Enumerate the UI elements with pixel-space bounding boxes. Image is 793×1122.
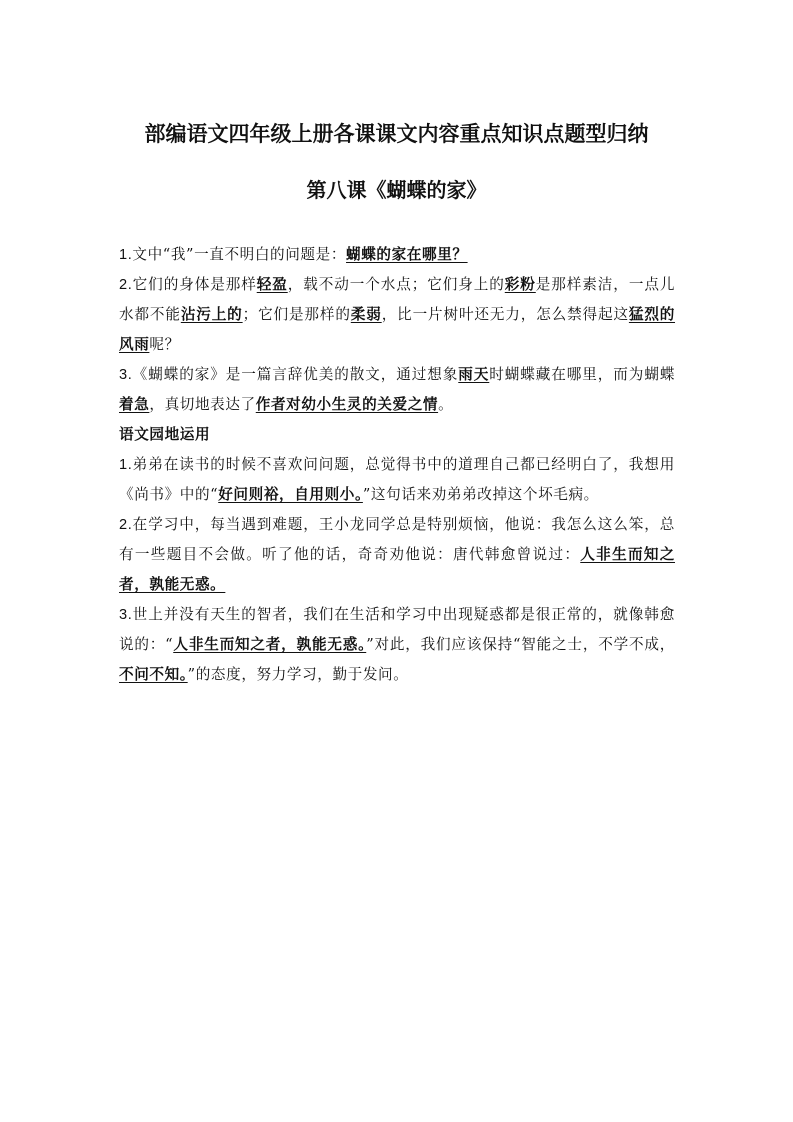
usage-item-1 bbox=[119, 450, 675, 510]
item-number: 3. bbox=[119, 367, 133, 383]
answer-text: 轻盈 bbox=[256, 276, 288, 293]
text-segment: ，比一片树叶还无力，怎么禁得起这 bbox=[381, 306, 629, 323]
lesson-title: 第八课《蝴蝶的家》 bbox=[306, 178, 487, 202]
section-heading: 语文园地运用 bbox=[119, 426, 211, 443]
document-title: 部编语文四年级上册各课课文内容重点知识点题型归纳 bbox=[144, 122, 649, 146]
answer-text: 作者对幼小生灵的关爱之情 bbox=[255, 396, 439, 413]
answer-text: 好问则裕，自用则小。 bbox=[218, 486, 363, 503]
question-item-1 bbox=[119, 240, 675, 270]
text-segment: ，真切地表达了 bbox=[149, 396, 256, 413]
text-segment: ；它们是那样的 bbox=[242, 306, 351, 323]
item-number: 1. bbox=[119, 247, 133, 263]
text-segment: 呢？ bbox=[149, 336, 180, 353]
item-number: 3. bbox=[119, 607, 133, 623]
usage-item-3 bbox=[119, 600, 675, 690]
answer-text: 柔弱 bbox=[350, 306, 382, 323]
text-segment: ”对此，我们应该保持“智能之士，不学不成， bbox=[366, 636, 675, 653]
text-segment: 世上并没有天生的智者，我们在生活和学习中出现疑惑都是很正常的，就像韩愈说的：“ bbox=[119, 606, 675, 653]
text-segment: ”的态度，努力学习，勤于发问。 bbox=[187, 666, 409, 683]
answer-text: 沾污上的 bbox=[180, 306, 243, 323]
text-segment: 它们的身体是那样 bbox=[132, 276, 257, 293]
question-item-2 bbox=[119, 270, 675, 360]
answer-text: 不问不知。 bbox=[119, 666, 188, 683]
text-segment: 时蝴蝶藏在哪里，而为蝴蝶 bbox=[489, 366, 676, 383]
item-number: 2. bbox=[119, 277, 133, 293]
answer-text: 彩粉 bbox=[504, 276, 536, 293]
text-segment: 《蝴蝶的家》是一篇言辞优美的散文，通过想象 bbox=[132, 366, 459, 383]
question-item-3 bbox=[119, 360, 675, 420]
item-number: 1. bbox=[119, 457, 133, 473]
answer-text: 人非生而知之者，孰能无惑。 bbox=[173, 636, 367, 653]
item-number: 2. bbox=[119, 517, 133, 533]
text-segment: ，载不动一个水点；它们身上的 bbox=[287, 276, 505, 293]
text-segment: ”这句话来劝弟弟改掉这个坏毛病。 bbox=[362, 486, 599, 503]
document-body bbox=[119, 240, 675, 690]
text-segment: 弟弟在读书的时候不喜欢问问题，总觉得书中的道理自己都已经明白了，我想用《尚书》中的“ bbox=[119, 456, 675, 503]
answer-text: 人非生而知之者，孰能无惑。 bbox=[119, 546, 675, 593]
answer-text: 雨天 bbox=[458, 366, 490, 383]
answer-text: 蝴蝶的家在哪里？ bbox=[346, 246, 468, 263]
answer-text: 猛烈的风雨 bbox=[119, 306, 676, 353]
text-segment: 文中“我”一直不明白的问题是： bbox=[132, 246, 347, 263]
text-segment: 是那样素洁，一点儿水都不能 bbox=[119, 276, 676, 323]
text-segment: 。 bbox=[438, 396, 454, 413]
answer-text: 着急 bbox=[119, 396, 150, 413]
text-segment: 在学习中，每当遇到难题，王小龙同学总是特别烦恼，他说：我怎么这么笨，总有一些题目不会做。听了他的话，奇奇劝他说：唐代韩愈曾说过： bbox=[119, 516, 675, 563]
usage-item-2 bbox=[119, 510, 675, 600]
